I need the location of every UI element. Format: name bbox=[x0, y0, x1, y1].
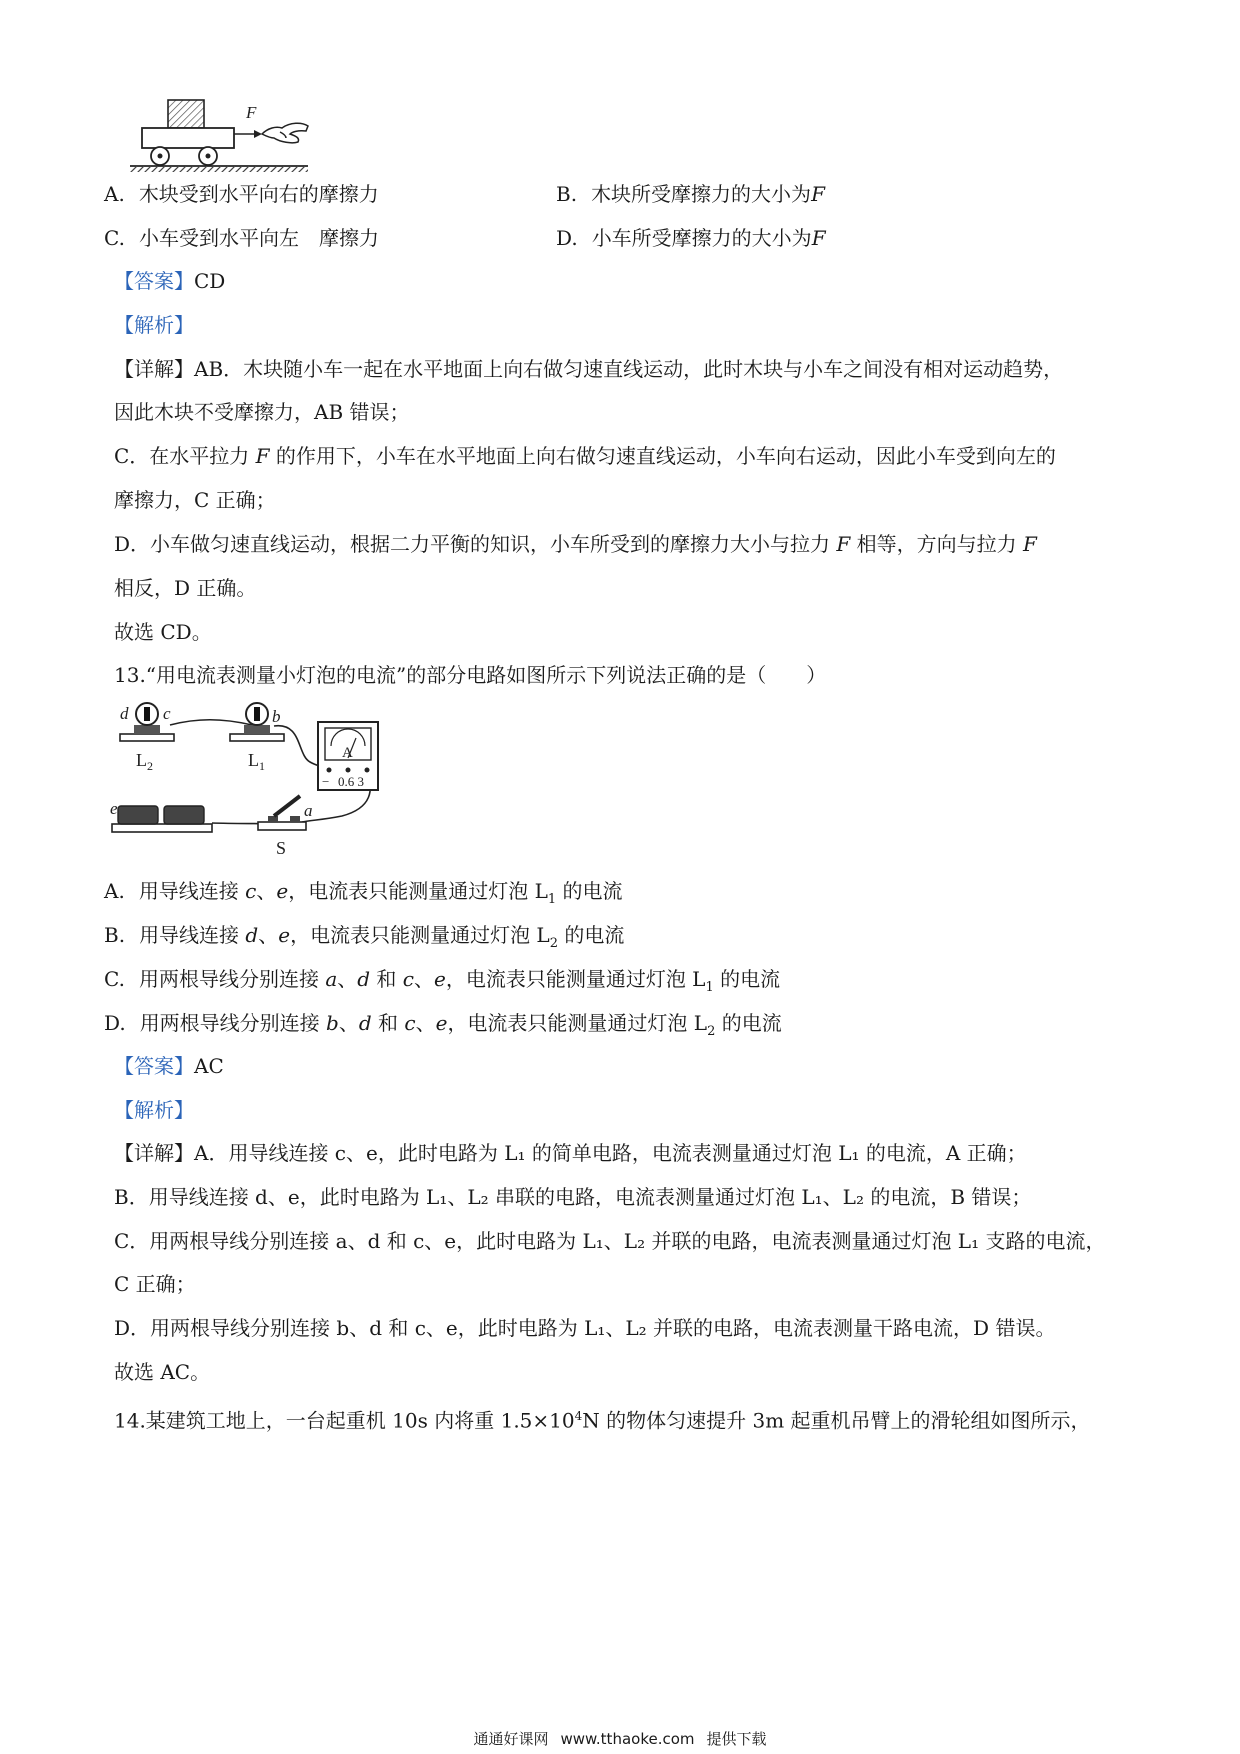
option-letter: D. bbox=[556, 226, 578, 250]
option-text: ，电流表只能测量通过灯泡 L bbox=[290, 923, 550, 947]
q13-stem: 13.“用电流表测量小灯泡的电流”的部分电路如图所示下列说法正确的是（ ） bbox=[114, 663, 827, 687]
footer-action: 提供下载 bbox=[706, 1730, 767, 1748]
symbol-d: d bbox=[358, 1011, 372, 1035]
l2-label: $L_2$ bbox=[136, 750, 153, 773]
option-text: 小车受到水平向左 摩擦力 bbox=[138, 226, 379, 250]
cart-figure bbox=[130, 96, 340, 180]
answer-tag: 【答案】 bbox=[114, 1054, 194, 1078]
q13-option-a: A. 用导线连接 c、e，电流表只能测量通过灯泡 $L_1$ 的电流 bbox=[104, 879, 623, 907]
q12-detail-c-cont: 摩擦力，C 正确； bbox=[114, 488, 276, 512]
subscript: 1 bbox=[547, 892, 557, 907]
footer-url[interactable]: www.tthaoke.com bbox=[560, 1730, 695, 1748]
subscript: 2 bbox=[707, 1024, 716, 1039]
symbol-f: F bbox=[1023, 532, 1037, 556]
q12-conclusion: 故选 CD。 bbox=[114, 620, 212, 644]
symbol-c: c bbox=[402, 967, 414, 991]
detail-text: AB．木块随小车一起在水平地面上向右做匀速直线运动，此时木块与小车之间没有相对运动趋势， bbox=[194, 357, 1064, 381]
option-text: 用导线连接 bbox=[139, 923, 240, 947]
q13-detail-b: B．用导线连接 d、e，此时电路为 L₁、L₂ 串联的电路，电流表测量通过灯泡 L₁、L₂ 的电流，B 错误； bbox=[114, 1185, 1032, 1209]
ammeter-scale: 0.6 3 bbox=[338, 774, 364, 789]
detail-text: 的作用下，小车在水平地面上向右做匀速直线运动，小车向右运动，因此小车受到向左的 bbox=[275, 444, 1056, 468]
cart-body bbox=[142, 128, 234, 148]
q12-detail-d bbox=[114, 531, 1037, 557]
hand-icon bbox=[262, 123, 308, 143]
q13-option-d: D. 用两根导线分别连接 b、d 和 c、e，电流表只能测量通过灯泡 $L_2$ 的电流 bbox=[104, 1011, 782, 1039]
answer-value: CD bbox=[194, 269, 226, 293]
symbol-f: F bbox=[836, 532, 851, 556]
pull-force-arrow bbox=[234, 130, 262, 138]
q13-option-c: C. 用两根导线分别连接 a、d 和 c、e，电流表只能测量通过灯泡 $L_1$ 的电流 bbox=[104, 967, 781, 995]
option-letter: B. bbox=[104, 923, 126, 947]
symbol-f: F bbox=[811, 226, 826, 250]
l1-label: $L_1$ bbox=[248, 750, 265, 773]
switch-s bbox=[258, 796, 306, 830]
subscript: 1 bbox=[705, 980, 714, 995]
terminal-b-label: b bbox=[272, 707, 281, 726]
symbol-d: d bbox=[357, 967, 371, 991]
option-text: ，电流表只能测量通过灯泡 L bbox=[445, 967, 706, 991]
option-letter: C. bbox=[104, 226, 125, 250]
q12-option-a bbox=[104, 181, 379, 207]
detail-tag: 【详解】 bbox=[114, 1141, 194, 1165]
symbol-e: e bbox=[433, 967, 446, 991]
symbol-f: F bbox=[255, 444, 270, 468]
ammeter bbox=[318, 722, 378, 790]
q13-conclusion: 故选 AC。 bbox=[114, 1360, 211, 1384]
subscript: 2 bbox=[549, 936, 558, 951]
option-letter: A. bbox=[104, 879, 125, 903]
q12-detail-c bbox=[114, 443, 1056, 469]
answer-value: AC bbox=[194, 1054, 224, 1078]
option-letter: D. bbox=[104, 1011, 126, 1035]
switch-label: S bbox=[276, 838, 287, 858]
q13-answer bbox=[114, 1053, 224, 1079]
option-text: 的电流 bbox=[721, 1011, 782, 1035]
analysis-tag: 【解析】 bbox=[114, 1098, 194, 1122]
analysis-tag: 【解析】 bbox=[114, 313, 194, 337]
q12-option-d bbox=[556, 225, 826, 251]
ground-surface bbox=[130, 166, 308, 172]
q13-detail-d: D．用两根导线分别连接 b、d 和 c、e，此时电路为 L₁、L₂ 并联的电路，电流表测量干路电流，D 错误。 bbox=[114, 1316, 1056, 1340]
symbol-f: F bbox=[811, 182, 825, 206]
terminal-d-label: d bbox=[120, 704, 129, 723]
terminal-a-label: a bbox=[304, 801, 313, 820]
option-text: ，电流表只能测量通过灯泡 L bbox=[288, 879, 548, 903]
detail-text: D．小车做匀速直线运动，根据二力平衡的知识，小车所受到的摩擦力大小与拉力 bbox=[114, 532, 831, 556]
detail-text: 相等，方向与拉力 bbox=[856, 532, 1017, 556]
q13-detail-c-cont: C 正确； bbox=[114, 1272, 196, 1296]
ammeter-minus: − bbox=[322, 774, 330, 789]
q13-detail-a bbox=[114, 1140, 1027, 1166]
stem-text: N 的物体匀速提升 3m 起重机吊臂上的滑轮组如图所示， bbox=[582, 1408, 1091, 1433]
circuit-figure bbox=[112, 700, 432, 868]
detail-tag: 【详解】 bbox=[114, 357, 194, 381]
symbol-c: c bbox=[404, 1011, 416, 1035]
force-label: F bbox=[246, 103, 257, 122]
option-text: 小车所受摩擦力的大小为 bbox=[591, 226, 812, 250]
q13-analysis-heading bbox=[114, 1097, 194, 1123]
option-text: 的电流 bbox=[562, 879, 623, 903]
answer-tag: 【答案】 bbox=[114, 269, 194, 293]
option-text: 的电流 bbox=[720, 967, 781, 991]
battery-pack bbox=[112, 806, 212, 832]
terminal-e-label: e bbox=[110, 799, 118, 818]
option-text: 用导线连接 bbox=[138, 879, 239, 903]
option-letter: C. bbox=[104, 967, 125, 991]
detail-text: C．在水平拉力 bbox=[114, 444, 250, 468]
terminal-c-label: c bbox=[163, 704, 171, 723]
q14-stem bbox=[114, 1403, 1091, 1434]
q12-option-b bbox=[556, 181, 825, 207]
q12-detail-ab-cont: 因此木块不受摩擦力，AB 错误； bbox=[114, 400, 410, 424]
symbol-e: e bbox=[435, 1011, 448, 1035]
q12-detail-d-cont: 相反，D 正确。 bbox=[114, 576, 257, 600]
q12-answer bbox=[114, 268, 225, 294]
option-text: 用两根导线分别连接 bbox=[138, 967, 319, 991]
cart-wheels bbox=[151, 147, 217, 165]
option-letter: A. bbox=[104, 182, 125, 206]
option-text: 的电流 bbox=[564, 923, 625, 947]
page-footer bbox=[0, 1728, 1240, 1749]
symbol-b: b bbox=[326, 1011, 339, 1035]
detail-text: A．用导线连接 c、e，此时电路为 L₁ 的简单电路，电流表测量通过灯泡 L₁ 的电流，A 正确； bbox=[194, 1141, 1027, 1165]
option-text: 木块受到水平向右的摩擦力 bbox=[138, 182, 379, 206]
footer-site-name: 通通好课网 bbox=[473, 1730, 549, 1748]
symbol-e: e bbox=[278, 923, 291, 947]
option-text: 用两根导线分别连接 bbox=[139, 1011, 320, 1035]
q12-analysis-heading bbox=[114, 312, 194, 338]
option-letter: B. bbox=[556, 182, 578, 206]
q13-detail-c: C．用两根导线分别连接 a、d 和 c、e，此时电路为 L₁、L₂ 并联的电路，电流表测量通过灯泡 L₁ 支路的电流， bbox=[114, 1229, 1106, 1253]
option-text: 木块所受摩擦力的大小为 bbox=[591, 182, 812, 206]
wooden-block bbox=[168, 100, 204, 128]
exponent: 4 bbox=[574, 1409, 583, 1423]
symbol-c: c bbox=[245, 879, 257, 903]
q13-option-b: B. 用导线连接 d、e，电流表只能测量通过灯泡 $L_2$ 的电流 bbox=[104, 923, 625, 951]
ammeter-symbol: A bbox=[342, 745, 353, 761]
symbol-d: d bbox=[245, 923, 259, 947]
symbol-a: a bbox=[325, 967, 338, 991]
stem-text: 14.某建筑工地上，一台起重机 10s 内将重 1.5×10 bbox=[114, 1408, 575, 1433]
q12-detail-ab bbox=[114, 356, 1063, 382]
symbol-e: e bbox=[276, 879, 289, 903]
q12-option-c bbox=[104, 225, 379, 251]
option-text: ，电流表只能测量通过灯泡 L bbox=[447, 1011, 708, 1035]
